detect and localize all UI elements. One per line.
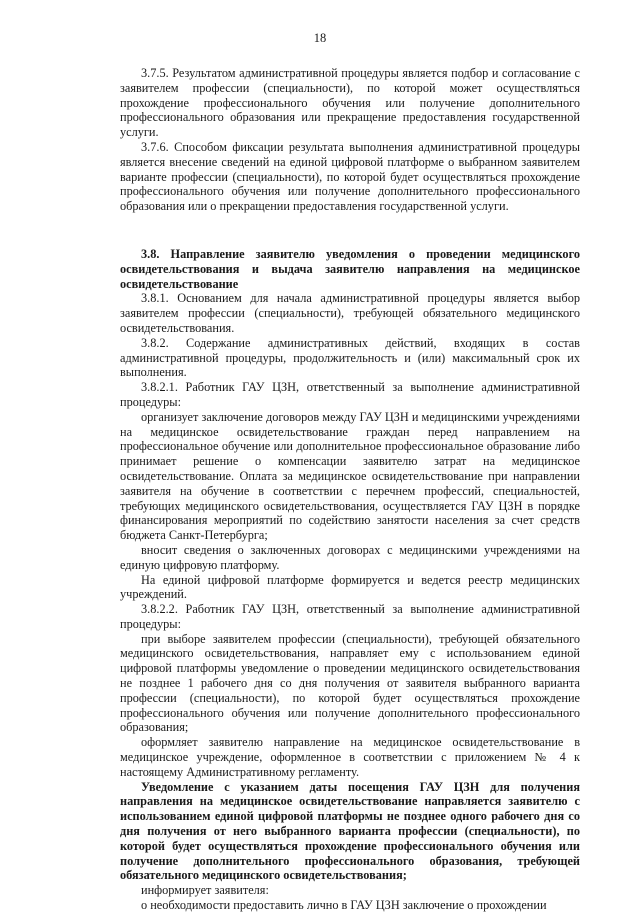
paragraph-registry: На единой цифровой платформе формируется и ведется реестр медицинских учреждений. bbox=[120, 572, 580, 602]
paragraph-3-8-2: 3.8.2. Содержание административных действий, входящих в состав административной процедуры, продолжительность и (или) максимальный срок их выполнения. bbox=[120, 335, 580, 380]
paragraph-sends-notification: при выборе заявителем профессии (специальности), требующей обязательного медицинского освидетельствования, направляет ему с использованием единой цифровой платформы уведомление о проведении медицинского освидетельствования не позднее 1 рабочего дня со дня получения от заявителя выбранного варианта профессии (специальности), по которой будет осуществляться прохождение профессионального обучения или получение дополнительного профессионального образования; bbox=[120, 631, 580, 735]
document-body bbox=[120, 66, 580, 913]
paragraph-3-8-2-1: 3.8.2.1. Работник ГАУ ЦЗН, ответственный за выполнение административной процедуры: bbox=[120, 380, 580, 409]
paragraph-3-8-1: 3.8.1. Основанием для начала административной процедуры является выбор заявителем профессии (специальности), требующей обязательного медицинского освидетельствования. bbox=[120, 291, 580, 335]
paragraph-must-provide-conclusion: о необходимости предоставить лично в ГАУ ЦЗН заключение о прохождении bbox=[141, 898, 547, 913]
paragraph-3-7-5: 3.7.5. Результатом административной процедуры является подбор и согласование с заявителем профессии (специальности), по которой может осуществляться прохождение профессионального обучения или получение дополнительного профессионального образования или прекращение предоставления государственной услуги. bbox=[120, 66, 580, 140]
paragraph-issues-referral: оформляет заявителю направление на медицинское освидетельствование в медицинское учреждение, оформленное в соответствии с приложением № 4 к настоящему Административному регламенту. bbox=[120, 735, 580, 779]
page-number: 18 bbox=[313, 31, 327, 45]
section-heading-3-8: 3.8. Направление заявителю уведомления о проведении медицинского освидетельствования и выдача заявителю направления на медицинское освидетельствование bbox=[120, 246, 580, 291]
paragraph-3-8-2-2: 3.8.2.2. Работник ГАУ ЦЗН, ответственный за выполнение административной процедуры: bbox=[120, 602, 580, 631]
paragraph-informs-applicant: информирует заявителя: bbox=[141, 883, 269, 898]
paragraph-3-7-6: 3.7.6. Способом фиксации результата выполнения административной процедуры является внесение сведений на единой цифровой платформе о выбранном заявителем варианте профессии (специальности), по которой будет осуществляться прохождение профессионального обучения или получение дополнительного профессионального образования или о прекращении предоставления государственной услуги. bbox=[120, 139, 580, 214]
paragraph-organizes-contracts: организует заключение договоров между ГАУ ЦЗН и медицинскими учреждениями на медицинское освидетельствование граждан перед направлением на профессиональное обучение или дополнительное профессиональное образование либо принимает решение о компенсации заявителю затрат на медицинское освидетельствование. Оплата за медицинское освидетельствование при направлении заявителя на обучение в соответствии с перечнем профессий, специальностей, требующих медицинского освидетельствования, осуществляется ГАУ ЦЗН в порядке финансирования мероприятий по содействию занятости населения за счет средств бюджета Санкт-Петербурга; bbox=[120, 409, 580, 543]
paragraph-enters-contract-data: вносит сведения о заключенных договорах с медицинскими учреждениями на единую цифровую платформу. bbox=[120, 542, 580, 572]
paragraph-notification-date: Уведомление с указанием даты посещения ГАУ ЦЗН для получения направления на медицинское освидетельствование направляется заявителю с использованием единой цифровой платформы не позднее одного рабочего дня со дня получения от него выбранного варианта профессии (специальности), по которой будет осуществляться прохождение профессионального обучения или получение дополнительного профессионального образования, требующей обязательного медицинского освидетельствования; bbox=[120, 779, 580, 883]
